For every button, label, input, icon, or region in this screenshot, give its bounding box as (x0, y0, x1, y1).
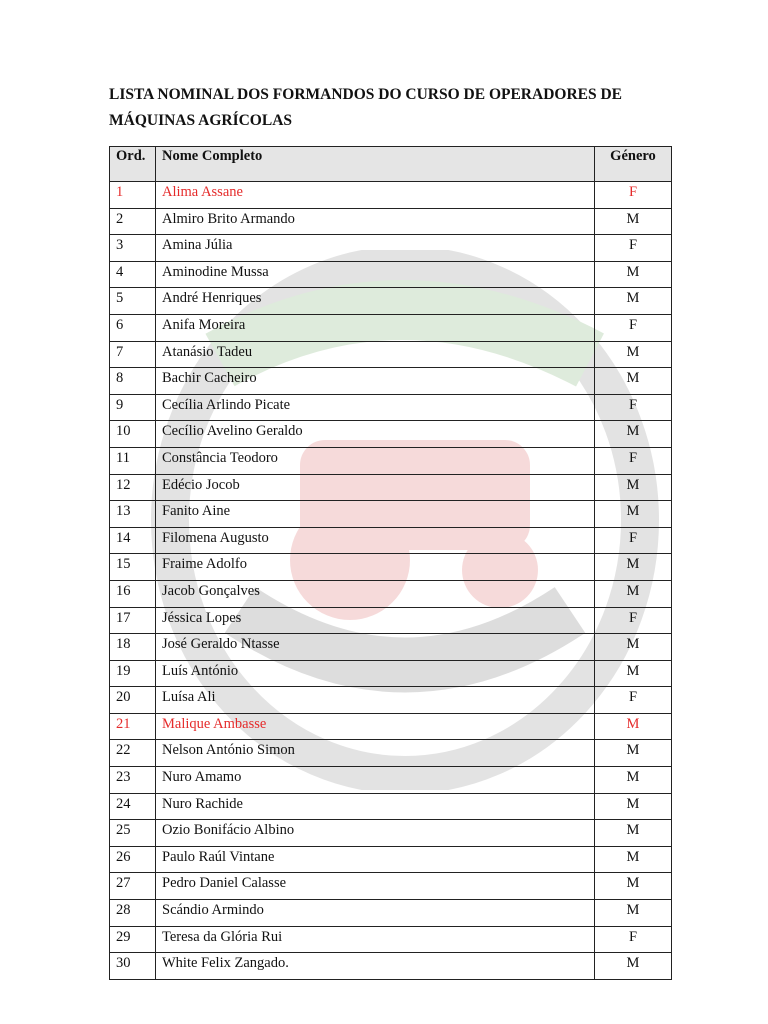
cell-name: José Geraldo Ntasse (156, 634, 595, 661)
cell-ord: 14 (110, 527, 156, 554)
cell-gender: M (595, 740, 672, 767)
cell-gender: F (595, 607, 672, 634)
table-row (110, 900, 672, 927)
cell-gender: M (595, 846, 672, 873)
cell-ord: 22 (110, 740, 156, 767)
cell-name: Cecília Arlindo Picate (156, 394, 595, 421)
cell-name: Atanásio Tadeu (156, 341, 595, 368)
cell-name: Jéssica Lopes (156, 607, 595, 634)
cell-ord: 11 (110, 447, 156, 474)
cell-name: Fanito Aine (156, 501, 595, 528)
cell-ord: 27 (110, 873, 156, 900)
cell-gender: F (595, 182, 672, 209)
cell-gender: M (595, 580, 672, 607)
cell-name: Amina Júlia (156, 235, 595, 262)
cell-gender: M (595, 873, 672, 900)
cell-ord: 9 (110, 394, 156, 421)
cell-name: Scándio Armindo (156, 900, 595, 927)
cell-gender: F (595, 687, 672, 714)
cell-ord: 6 (110, 314, 156, 341)
cell-gender: M (595, 474, 672, 501)
cell-ord: 5 (110, 288, 156, 315)
table-row (110, 846, 672, 873)
cell-name: Almiro Brito Armando (156, 208, 595, 235)
table-row (110, 474, 672, 501)
table-row (110, 368, 672, 395)
cell-ord: 10 (110, 421, 156, 448)
table-row (110, 314, 672, 341)
table-row (110, 580, 672, 607)
cell-gender: M (595, 820, 672, 847)
table-row (110, 660, 672, 687)
cell-gender: M (595, 900, 672, 927)
column-header-name: Nome Completo (156, 147, 595, 182)
cell-ord: 26 (110, 846, 156, 873)
cell-name: Nuro Rachide (156, 793, 595, 820)
cell-ord: 1 (110, 182, 156, 209)
cell-name: Aminodine Mussa (156, 261, 595, 288)
cell-name: Constância Teodoro (156, 447, 595, 474)
table-row (110, 740, 672, 767)
cell-gender: M (595, 953, 672, 980)
cell-ord: 7 (110, 341, 156, 368)
cell-ord: 24 (110, 793, 156, 820)
table-row (110, 421, 672, 448)
cell-name: Teresa da Glória Rui (156, 926, 595, 953)
table-row (110, 341, 672, 368)
cell-name: Anifa Moreira (156, 314, 595, 341)
cell-gender: M (595, 368, 672, 395)
cell-ord: 16 (110, 580, 156, 607)
cell-name: Nelson António Simon (156, 740, 595, 767)
table-row (110, 634, 672, 661)
table-row (110, 261, 672, 288)
table-row (110, 687, 672, 714)
cell-ord: 13 (110, 501, 156, 528)
table-row (110, 182, 672, 209)
cell-ord: 25 (110, 820, 156, 847)
table-row (110, 767, 672, 794)
cell-gender: F (595, 527, 672, 554)
cell-name: Cecílio Avelino Geraldo (156, 421, 595, 448)
cell-name: Paulo Raúl Vintane (156, 846, 595, 873)
cell-gender: M (595, 767, 672, 794)
cell-ord: 30 (110, 953, 156, 980)
cell-gender: F (595, 314, 672, 341)
cell-name: Edécio Jocob (156, 474, 595, 501)
cell-name: Alima Assane (156, 182, 595, 209)
table-row (110, 235, 672, 262)
cell-ord: 19 (110, 660, 156, 687)
cell-gender: M (595, 793, 672, 820)
cell-ord: 23 (110, 767, 156, 794)
column-header-gender: Género (595, 147, 672, 182)
cell-gender: F (595, 447, 672, 474)
cell-ord: 3 (110, 235, 156, 262)
cell-gender: F (595, 235, 672, 262)
cell-name: Ozio Bonifácio Albino (156, 820, 595, 847)
cell-gender: F (595, 394, 672, 421)
table-row (110, 288, 672, 315)
cell-gender: M (595, 501, 672, 528)
cell-ord: 18 (110, 634, 156, 661)
cell-ord: 20 (110, 687, 156, 714)
cell-gender: M (595, 713, 672, 740)
table-row (110, 208, 672, 235)
table-row (110, 554, 672, 581)
table-row (110, 926, 672, 953)
cell-name: Pedro Daniel Calasse (156, 873, 595, 900)
cell-name: Filomena Augusto (156, 527, 595, 554)
cell-ord: 2 (110, 208, 156, 235)
table-row (110, 394, 672, 421)
table-row (110, 713, 672, 740)
table-header-row (110, 147, 672, 182)
cell-ord: 28 (110, 900, 156, 927)
cell-ord: 17 (110, 607, 156, 634)
cell-gender: M (595, 634, 672, 661)
cell-ord: 15 (110, 554, 156, 581)
cell-gender: M (595, 208, 672, 235)
cell-gender: F (595, 926, 672, 953)
table-row (110, 501, 672, 528)
cell-name: Nuro Amamo (156, 767, 595, 794)
cell-name: Malique Ambasse (156, 713, 595, 740)
cell-ord: 8 (110, 368, 156, 395)
cell-gender: M (595, 421, 672, 448)
cell-ord: 21 (110, 713, 156, 740)
cell-name: White Felix Zangado. (156, 953, 595, 980)
document-title: LISTA NOMINAL DOS FORMANDOS DO CURSO DE OPERADORES DE MÁQUINAS AGRÍCOLAS (109, 86, 622, 129)
table-row (110, 873, 672, 900)
table-row (110, 820, 672, 847)
cell-name: Luís António (156, 660, 595, 687)
cell-gender: M (595, 660, 672, 687)
cell-ord: 12 (110, 474, 156, 501)
cell-name: André Henriques (156, 288, 595, 315)
graduates-table (109, 146, 672, 980)
cell-gender: M (595, 554, 672, 581)
cell-name: Fraime Adolfo (156, 554, 595, 581)
column-header-ord: Ord. (110, 147, 156, 182)
cell-name: Jacob Gonçalves (156, 580, 595, 607)
cell-gender: M (595, 261, 672, 288)
table-row (110, 447, 672, 474)
table-row (110, 953, 672, 980)
table-row (110, 527, 672, 554)
cell-ord: 4 (110, 261, 156, 288)
cell-gender: M (595, 341, 672, 368)
cell-ord: 29 (110, 926, 156, 953)
cell-gender: M (595, 288, 672, 315)
cell-name: Luísa Ali (156, 687, 595, 714)
cell-name: Bachir Cacheiro (156, 368, 595, 395)
table-row (110, 607, 672, 634)
table-row (110, 793, 672, 820)
